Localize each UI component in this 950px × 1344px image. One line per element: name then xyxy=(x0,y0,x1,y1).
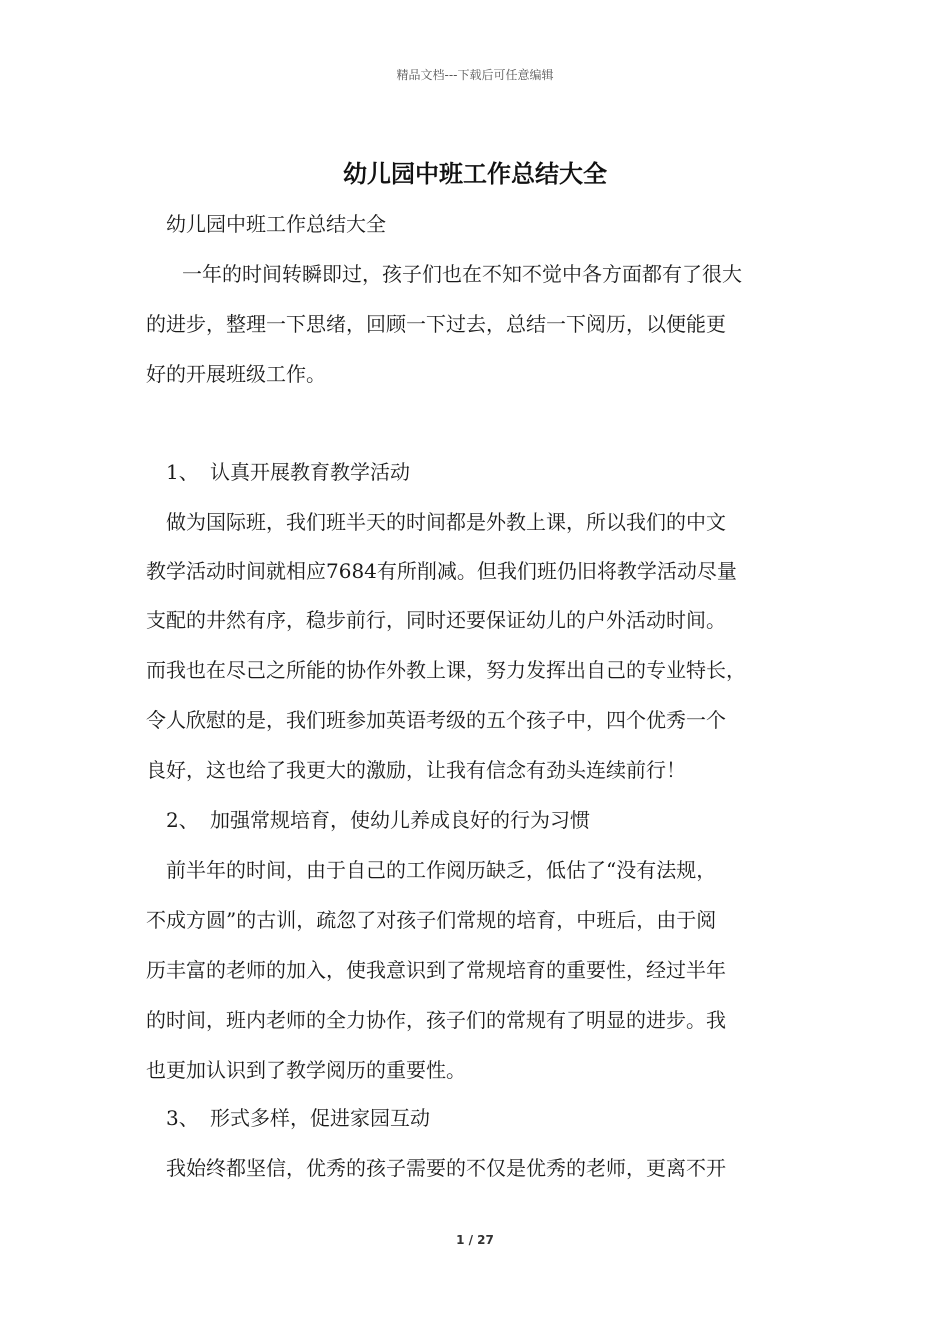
section-heading-text: 加强常规培育，使幼儿养成良好的行为习惯 xyxy=(210,808,590,832)
section-number: 3、 xyxy=(166,1106,199,1130)
intro-line: 好的开展班级工作。 xyxy=(146,362,326,386)
paragraph-line: 而我也在尽己之所能的协作外教上课，努力发挥出自己的专业特长， xyxy=(146,658,746,682)
paragraph-line: 历丰富的老师的加入，使我意识到了常规培育的重要性，经过半年 xyxy=(146,958,726,982)
paragraph-line: 教学活动时间就相应7684有所削减。但我们班仍旧将教学活动尽量 xyxy=(146,559,737,583)
paragraph-line: 支配的井然有序，稳步前行，同时还要保证幼儿的户外活动时间。 xyxy=(146,608,726,632)
page-indicator: 1 / 27 xyxy=(456,1233,494,1247)
section-heading-text: 形式多样，促进家园互动 xyxy=(210,1106,430,1130)
paragraph-line: 我始终都坚信，优秀的孩子需要的不仅是优秀的老师，更离不开 xyxy=(166,1156,726,1180)
intro-line: 一年的时间转瞬即过，孩子们也在不知不觉中各方面都有了很大 xyxy=(182,262,742,286)
section-heading xyxy=(166,462,410,482)
paragraph-line: 做为国际班，我们班半天的时间都是外教上课，所以我们的中文 xyxy=(166,510,726,534)
paragraph-line: 的时间，班内老师的全力协作，孩子们的常规有了明显的进步。我 xyxy=(146,1008,726,1032)
document-title: 幼儿园中班工作总结大全 xyxy=(343,160,607,188)
paragraph-line: 不成方圆”的古训，疏忽了对孩子们常规的培育，中班后，由于阅 xyxy=(146,908,717,932)
paragraph-line: 令人欣慰的是，我们班参加英语考级的五个孩子中，四个优秀一个 xyxy=(146,708,726,732)
intro-line: 的进步，整理一下思绪，回顾一下过去，总结一下阅历，以便能更 xyxy=(146,312,726,336)
header-note: 精品文档---下载后可任意编辑 xyxy=(396,68,554,82)
subtitle: 幼儿园中班工作总结大全 xyxy=(166,212,386,236)
section-number: 1、 xyxy=(166,460,199,484)
paragraph-line: 也更加认识到了教学阅历的重要性。 xyxy=(146,1058,466,1082)
section-heading-text: 认真开展教育教学活动 xyxy=(210,460,410,484)
paragraph-line: 良好，这也给了我更大的激励，让我有信念有劲头连续前行！ xyxy=(146,758,686,782)
section-heading xyxy=(166,810,590,830)
section-heading xyxy=(166,1108,430,1128)
paragraph-line: 前半年的时间，由于自己的工作阅历缺乏，低估了“没有法规， xyxy=(166,858,717,882)
section-number: 2、 xyxy=(166,808,199,832)
